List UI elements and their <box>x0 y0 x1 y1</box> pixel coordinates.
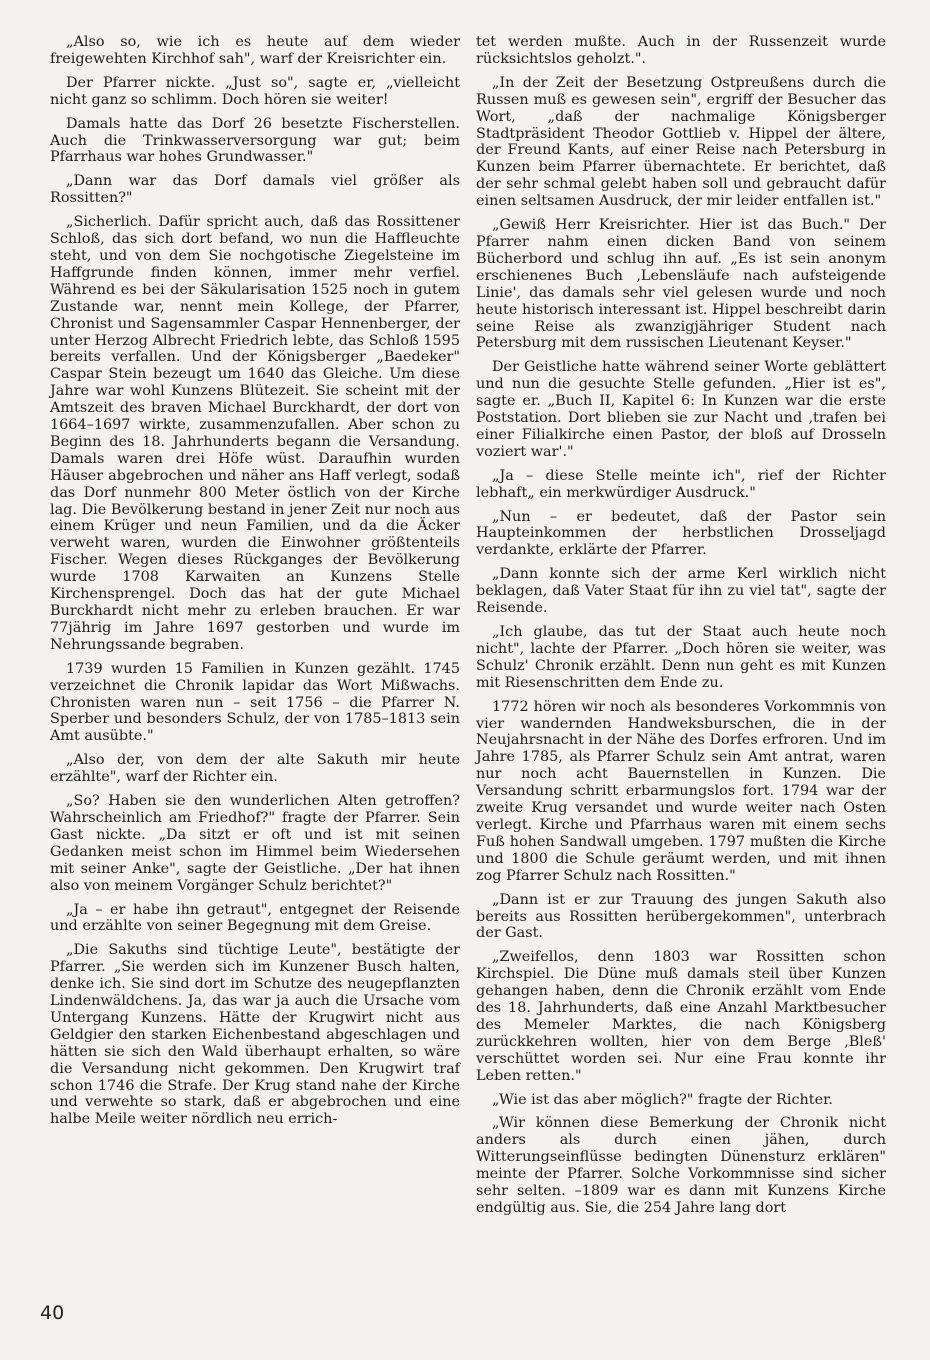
paragraph-continued: tet werden mußte. Auch in der Russenzeit wurde rücksichtslos geholzt.". <box>476 34 886 67</box>
paragraph: „Ja – er habe ihn getraut", entgegnet der Reisende und erzählte von seiner Begegnung mit dem Greise. <box>50 901 460 935</box>
paragraph: „Nun – er bedeutet, daß der Pastor sein Haupteinkommen der herbstlichen Drosseljagd verdankte, erklärte der Pfarrer. <box>476 508 886 559</box>
paragraph: „Die Sakuths sind tüchtige Leute", bestätigte der Pfarrer. „Sie werden sich im Kunzener Busch halten, denke ich. Sie sind dort im Schutze des neugepflanzten Lindenwäldchens. Ja, das war ja auch die Ursache vom Untergang Kunzens. Hätte der Krugwirt nicht aus Geldgier den starken Eichenbestand abgeschlagen und hätten sie sich den Wald überhaupt erhalten, so wäre die Versandung nicht gekommen. Den Krugwirt traf schon 1746 die Strafe. Der Krug stand nahe der Kirche und verwehte so stark, daß er abgebrochen und eine halbe Meile weiter nördlich neu errich- <box>50 942 460 1128</box>
paragraph: „Dann war das Dorf damals viel größer als Rossitten?" <box>50 173 460 207</box>
text-column-right <box>476 34 886 1224</box>
paragraph: „Also der, von dem der alte Sakuth mir heute erzählte", warf der Richter ein. <box>50 752 460 786</box>
page-number: 40 <box>40 1302 65 1324</box>
paragraph: „In der Zeit der Besetzung Ostpreußens durch die Russen muß es gewesen sein", ergriff der Besucher das Wort, „daß der nachmalige Königsberger Stadtpräsident Theodor Gottlieb v. Hippel der ältere, der Freund Kants, auf einer Reise nach Petersburg in Kunzen beim Pfarrer übernachtete. Er berichtet, daß der sehr schmal gelebt haben soll und gebraucht dafür einen seltsamen Ausdruck, der mir leider entfallen ist." <box>476 74 886 210</box>
paragraph: „So? Haben sie den wunderlichen Alten getroffen? Wahrscheinlich am Friedhof?" fragte der Pfarrer. Sein Gast nickte. „Da sitzt er oft und ist mit seinen Gedanken meist schon im Himmel beim Wiedersehen mit seiner Anke", sagte der Geistliche. „Der hat ihnen also von meinem Vorgänger Schulz berichtet?" <box>50 793 460 894</box>
paragraph: 1739 wurden 15 Familien in Kunzen gezählt. 1745 verzeichnet die Chronik lapidar das Wort Mißwachs. Chronisten waren nun – seit 1756 – die Pfarrer N. Sperber und besonders Schulz, der von 1785–1813 sein Amt ausübte." <box>50 660 460 745</box>
paragraph: „Also so, wie ich es heute auf dem wieder freigewehten Kirchhof sah", warf der Kreisrichter ein. <box>50 34 460 67</box>
paragraph: Der Geistliche hatte während seiner Worte geblättert und nun die gesuchte Stelle gefunden. „Hier ist es", sagte er. „Buch II, Kapitel 6: In Kunzen war die erste Poststation. Dort blieben sie zur Nacht und ‚trafen bei einer Filialkirche einen Pastor, der bloß auf Drosseln voziert war'." <box>476 359 886 460</box>
paragraph: „Ich glaube, das tut der Staat auch heute noch nicht", lachte der Pfarrer. „Doch hören sie weiter, was Schulz' Chronik erzählt. Denn nun geht es mit Kunzen mit Riesenschritten dem Ende zu. <box>476 624 886 691</box>
paragraph: „Sicherlich. Dafür spricht auch, daß das Rossittener Schloß, das sich dort befand, wo nun die Haffleuchte steht, und von dem Sie nochgotische Ziegelsteine im Haffgrunde finden können, immer mehr verfiel. Während es bei der Säkularisation 1525 noch in gutem Zustande war, nennt mein Kollege, der Pfarrer, Chronist und Sagensammler Caspar Hennenberger, der unter Herzog Albrecht Friedrich lebte, das Schloß 1595 bereits verfallen. Und der Königsberger „Baedeker" Caspar Stein bezeugt um 1640 das Gleiche. Um diese Jahre war wohl Kunzens Blütezeit. Sie scheint mit der Amtszeit des braven Michael Burckhardt, der dort von 1664–1697 wirkte, zusammenzufallen. Aber schon zu Beginn des 18. Jahrhunderts begann die Versandung. Damals waren drei Höfe wüst. Daraufhin wurden Häuser abgebrochen und näher ans Haff verlegt, sodaß das Dorf nunmehr 800 Meter östlich von der Kirche lag. Die Bevölkerung bestand in jener Zeit nur noch aus einem Krüger und neun Familien, und da die Äcker verweht waren, wurden die Einwohner größtenteils Fischer. Wegen dieses Rückganges der Bevölkerung wurde 1708 Karwaiten an Kunzens Stelle Kirchensprengel. Doch das hat der gute Michael Burckhardt nicht mehr zu erleben brauchen. Er war 77jährig im Jahre 1697 gestorben und wurde im Nehrungssande begraben. <box>50 214 460 653</box>
paragraph: „Dann konnte sich der arme Kerl wirklich nicht beklagen, daß Vater Staat für ihn zu viel tat", sagte der Reisende. <box>476 566 886 617</box>
paragraph: „Wir können diese Bemerkung der Chronik nicht anders als durch einen jähen, durch Witterungseinflüsse bedingten Dünensturz erklären" meinte der Pfarrer. Solche Vorkommnisse sind sicher sehr selten. –1809 war es dann mit Kunzens Kirche endgültig aus. Sie, die 254 Jahre lang dort <box>476 1115 886 1216</box>
text-column-left <box>50 34 460 1135</box>
paragraph: 1772 hören wir noch als besonderes Vorkommnis von vier wandernden Handweksburschen, die in der Neujahrsnacht in der Nähe des Dorfes erfroren. Und im Jahre 1785, als Pfarrer Schulz sein Amt antrat, waren nur noch acht Bauernstellen in Kunzen. Die Versandung schritt erbarmungslos fort. 1794 war der zweite Krug versandet und wurde weiter nach Osten verlegt. Kirche und Pfarrhaus waren mit einem sechs Fuß hohen Sandwall umgeben. 1797 mußten die Kirche und 1800 die Schule geräumt werden, und mit ihnen zog Pfarrer Schulz nach Rossitten." <box>476 698 886 884</box>
paragraph: „Dann ist er zur Trauung des jungen Sakuth also bereits aus Rossitten herübergekommen", unterbrach der Gast. <box>476 891 886 942</box>
paragraph: Der Pfarrer nickte. „Just so", sagte er, „vielleicht nicht ganz so schlimm. Doch hören sie weiter! <box>50 74 460 108</box>
paragraph: „Zweifellos, denn 1803 war Rossitten schon Kirchspiel. Die Düne muß damals steil über Kunzen gehangen haben, denn die Chronik erzählt vom Ende des 18. Jahrhunderts, daß eine Anzahl Marktbesucher des Memeler Marktes, die nach Königsberg zurückkehren wollten, hier von dem Berge ‚Bleß' verschüttet worden sei. Nur eine Frau konnte ihr Leben retten." <box>476 949 886 1084</box>
paragraph: „Gewiß Herr Kreisrichter. Hier ist das Buch." Der Pfarrer nahm einen dicken Band von seinem Bücherbord und schlug ihn auf. „Es ist sein anonym erschienenes Buch ‚Lebensläufe nach aufsteigende Linie', das damals sehr viel gelesen wurde und noch heute historisch interessant ist. Hippel beschreibt darin seine Reise als zwanzigjähriger Student nach Petersburg mit dem russischen Lieutenant Keyser." <box>476 217 886 352</box>
paragraph: „Wie ist das aber möglich?" fragte der Richter. <box>492 1091 833 1108</box>
paragraph: Damals hatte das Dorf 26 besetzte Fischerstellen. Auch die Trinkwasserversorgung war gut; beim Pfarrhaus war hohes Grundwasser." <box>50 115 460 166</box>
paragraph: „Ja – diese Stelle meinte ich", rief der Richter lebhaft„ ein merkwürdiger Ausdruck." <box>476 467 886 501</box>
